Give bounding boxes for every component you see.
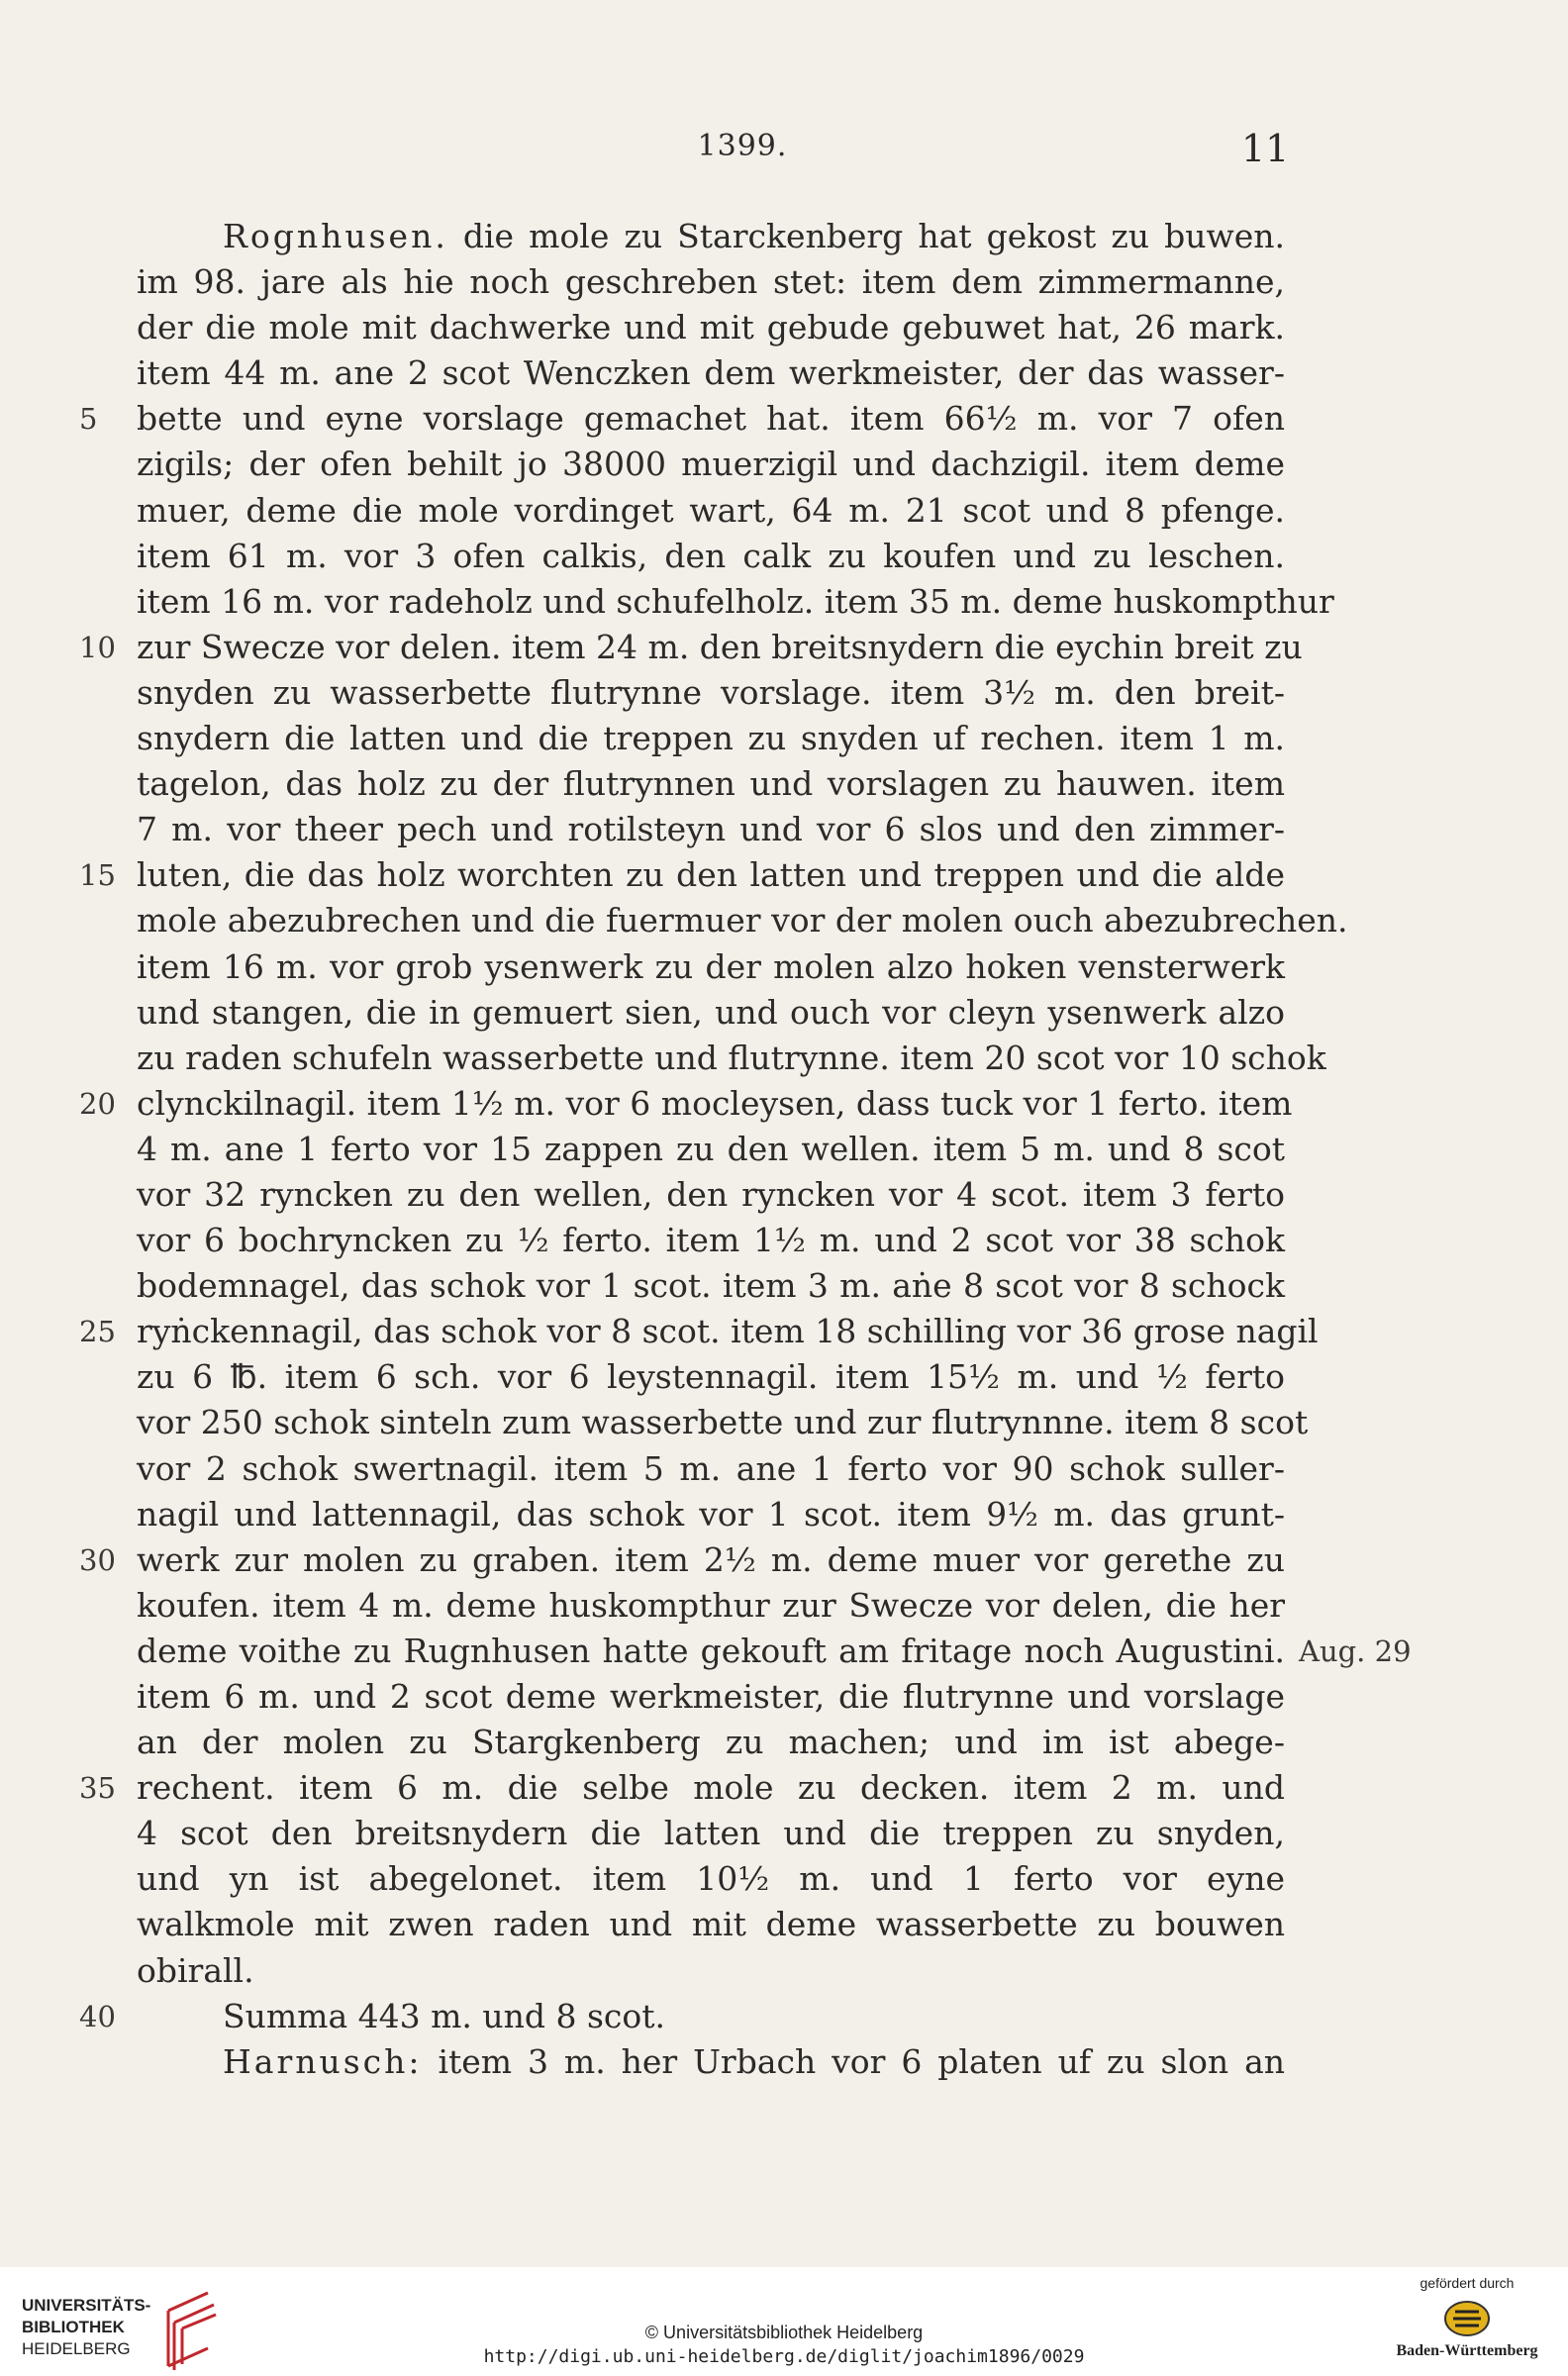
text-line [137, 1036, 1326, 1081]
line-text: zigils; der ofen behilt jo 38000 muerzigil und dachzigil. item deme [137, 445, 1285, 484]
text-line [137, 1263, 1285, 1309]
line-number: 20 [79, 1086, 116, 1121]
text-line [137, 488, 1285, 534]
footer [0, 2267, 1568, 2376]
text-line [137, 1720, 1285, 1765]
line-number: 10 [79, 630, 116, 664]
line-number: 30 [79, 1542, 116, 1577]
text-line [137, 1856, 1285, 1902]
text-line [137, 898, 1348, 943]
sponsor-block [1378, 2275, 1556, 2360]
line-text: snyden zu wasserbette flutrynne vorslage. item 3½ m. den breit- [137, 672, 1285, 712]
line-text: muer, deme die mole vordinget wart, 64 m. 21 scot und 8 pfenge. [137, 490, 1285, 530]
text-line [137, 1492, 1285, 1537]
text-line [137, 1218, 1285, 1263]
text-line [137, 761, 1285, 807]
line-text: und stangen, die in gemuert sien, und ouch vor cleyn ysenwerk alzo [137, 992, 1285, 1032]
text-line [137, 1354, 1285, 1400]
line-text: walkmole mit zwen raden und mit deme wasserbette zu bouwen [137, 1905, 1285, 1944]
text-line [137, 350, 1285, 396]
line-text: item 61 m. vor 3 ofen calkis, den calk zu koufen und zu leschen. [137, 536, 1285, 575]
line-text: 7 m. vor theer pech und rotilsteyn und vor 6 slos und den zimmer- [137, 810, 1285, 849]
place-name: Rognhusen. [223, 217, 448, 255]
line-text: item 44 m. ane 2 scot Wenczken dem werkmeister, der das wasser- [137, 353, 1285, 393]
place-name: Harnusch: [223, 2041, 423, 2081]
line-text: zu raden schufeln wasserbette und flutrynne. item 20 scot vor 10 schok [137, 1038, 1326, 1077]
text-line [137, 1674, 1285, 1720]
line-text: bodemnagel, das schok vor 1 scot. item 3 m. aṅe 8 scot vor 8 schock [137, 1266, 1285, 1306]
library-name-line3: HEIDELBERG [22, 2339, 131, 2358]
line-text: rechent. item 6 m. die selbe mole zu decken. item 2 m. und [137, 1768, 1285, 1808]
page-number: 11 [1241, 127, 1290, 170]
line-number: 5 [79, 402, 98, 437]
margin-date-note: Aug. 29 [1299, 1634, 1412, 1669]
body-text [79, 214, 1348, 2085]
line-text: werk zur molen zu graben. item 2½ m. deme muer vor gerethe zu [137, 1539, 1285, 1579]
line-text: item 3 m. her Urbach vor 6 platen uf zu slon an [422, 2041, 1285, 2081]
text-line [137, 944, 1285, 990]
line-text: tagelon, das holz zu der flutrynnen und vorslagen zu hauwen. item [137, 764, 1285, 804]
line-text: mole abezubrechen und die fuermuer vor der molen ouch abezubrechen. [137, 901, 1348, 940]
text-line [137, 670, 1285, 716]
line-text: vor 32 ryncken zu den wellen, den ryncken vor 4 scot. item 3 ferto [137, 1174, 1285, 1214]
line-text: item 6 m. und 2 scot deme werkmeister, die flutrynne und vorslage [137, 1677, 1285, 1716]
line-text: koufen. item 4 m. deme huskompthur zur Swecze vor delen, die her [137, 1585, 1285, 1625]
line-text: 4 m. ane 1 ferto vor 15 zappen zu den wellen. item 5 m. und 8 scot [137, 1129, 1285, 1168]
line-text: item 16 m. vor grob ysenwerk zu der molen alzo hoken vensterwerk [137, 946, 1285, 986]
permalink-url[interactable]: http://digi.ub.uni-heidelberg.de/diglit/joachim1896/0029 [483, 2346, 1085, 2367]
page-year: 1399. [697, 129, 788, 163]
text-line [137, 259, 1285, 305]
text-line [79, 1994, 1285, 2039]
line-text: 4 scot den breitsnydern die latten und die treppen zu snyden, [137, 1814, 1285, 1853]
text-line [137, 305, 1285, 350]
text-line [79, 1765, 1285, 1811]
text-line [79, 1081, 1293, 1127]
text-line [137, 442, 1285, 487]
line-text: clynckilnagil. item 1½ m. vor 6 mocleysen, dass tuck vor 1 ferto. item [137, 1083, 1293, 1123]
line-number: 35 [79, 1771, 116, 1806]
text-line [137, 1583, 1285, 1629]
text-line [137, 1902, 1285, 1947]
line-text: im 98. jare als hie noch geschreben stet: item dem zimmermanne, [137, 262, 1285, 302]
line-text: die mole zu Starckenberg hat gekost zu buwen. [447, 217, 1285, 255]
sponsor-label: gefördert durch [1420, 2275, 1515, 2291]
text-line [137, 1400, 1309, 1445]
text-line [79, 1537, 1285, 1583]
copyright-notice: © Universitätsbibliothek Heidelberg [644, 2323, 924, 2342]
text-line [137, 1172, 1285, 1218]
line-text: ryṅckennagil, das schok vor 8 scot. item 18 schilling vor 36 grose nagil [137, 1312, 1319, 1351]
coat-of-arms-icon [1443, 2299, 1491, 2338]
line-text: snydern die latten und die treppen zu snyden uf rechen. item 1 m. [137, 719, 1285, 758]
line-number: 15 [79, 858, 116, 893]
text-line [137, 1948, 1285, 1994]
line-text: zur Swecze vor delen. item 24 m. den breitsnydern die eychin breit zu [137, 627, 1303, 666]
line-text: deme voithe zu Rugnhusen hatte gekouft am fritage noch Augustini. [137, 1631, 1285, 1670]
line-text: nagil und lattennagil, das schok vor 1 scot. item 9½ m. das grunt- [137, 1494, 1285, 1534]
text-line [137, 2039, 1285, 2085]
text-line [79, 852, 1285, 898]
line-text: luten, die das holz worchten zu den latten und treppen und die alde [137, 855, 1285, 895]
text-line [79, 1309, 1319, 1354]
text-line [137, 214, 1285, 259]
text-line [137, 579, 1334, 625]
line-text: an der molen zu Stargkenberg zu machen; und im ist abege- [137, 1723, 1285, 1762]
library-name-line2: BIBLIOTHEK [22, 2318, 125, 2336]
line-text: zu 6 ℔. item 6 sch. vor 6 leystennagil. item 15½ m. und ½ ferto [137, 1357, 1285, 1397]
sponsor-name: Baden-Württemberg [1396, 2342, 1538, 2359]
line-text: item 16 m. vor radeholz und schufelholz. item 35 m. deme huskompthur [137, 581, 1334, 621]
text-line [137, 534, 1285, 579]
line-text: bette und eyne vorslage gemachet hat. item 66½ m. vor 7 ofen [137, 399, 1285, 439]
line-number: 40 [79, 1999, 116, 2033]
line-text: vor 2 schok swertnagil. item 5 m. ane 1 ferto vor 90 schok suller- [137, 1448, 1285, 1488]
library-name-line1: UNIVERSITÄTS- [22, 2296, 151, 2315]
text-line [137, 1446, 1285, 1492]
text-line [137, 990, 1285, 1036]
line-text: obirall. [137, 1950, 254, 1990]
line-text: Summa 443 m. und 8 scot. [223, 1996, 665, 2035]
text-line [79, 625, 1303, 670]
text-line [137, 1811, 1285, 1856]
line-number: 25 [79, 1315, 116, 1349]
line-text: der die mole mit dachwerke und mit gebude gebuwet hat, 26 mark. [137, 308, 1285, 347]
text-line [137, 1629, 1285, 1674]
line-text: vor 250 schok sinteln zum wasserbette und zur flutrynnne. item 8 scot [137, 1403, 1309, 1442]
line-text: vor 6 bochryncken zu ½ ferto. item 1½ m. und 2 scot vor 38 schok [137, 1221, 1285, 1260]
line-text: und yn ist abegelonet. item 10½ m. und 1 ferto vor eyne [137, 1859, 1285, 1899]
text-line [79, 396, 1285, 442]
text-line [137, 716, 1285, 761]
text-line [137, 1127, 1285, 1172]
text-line [137, 807, 1285, 852]
